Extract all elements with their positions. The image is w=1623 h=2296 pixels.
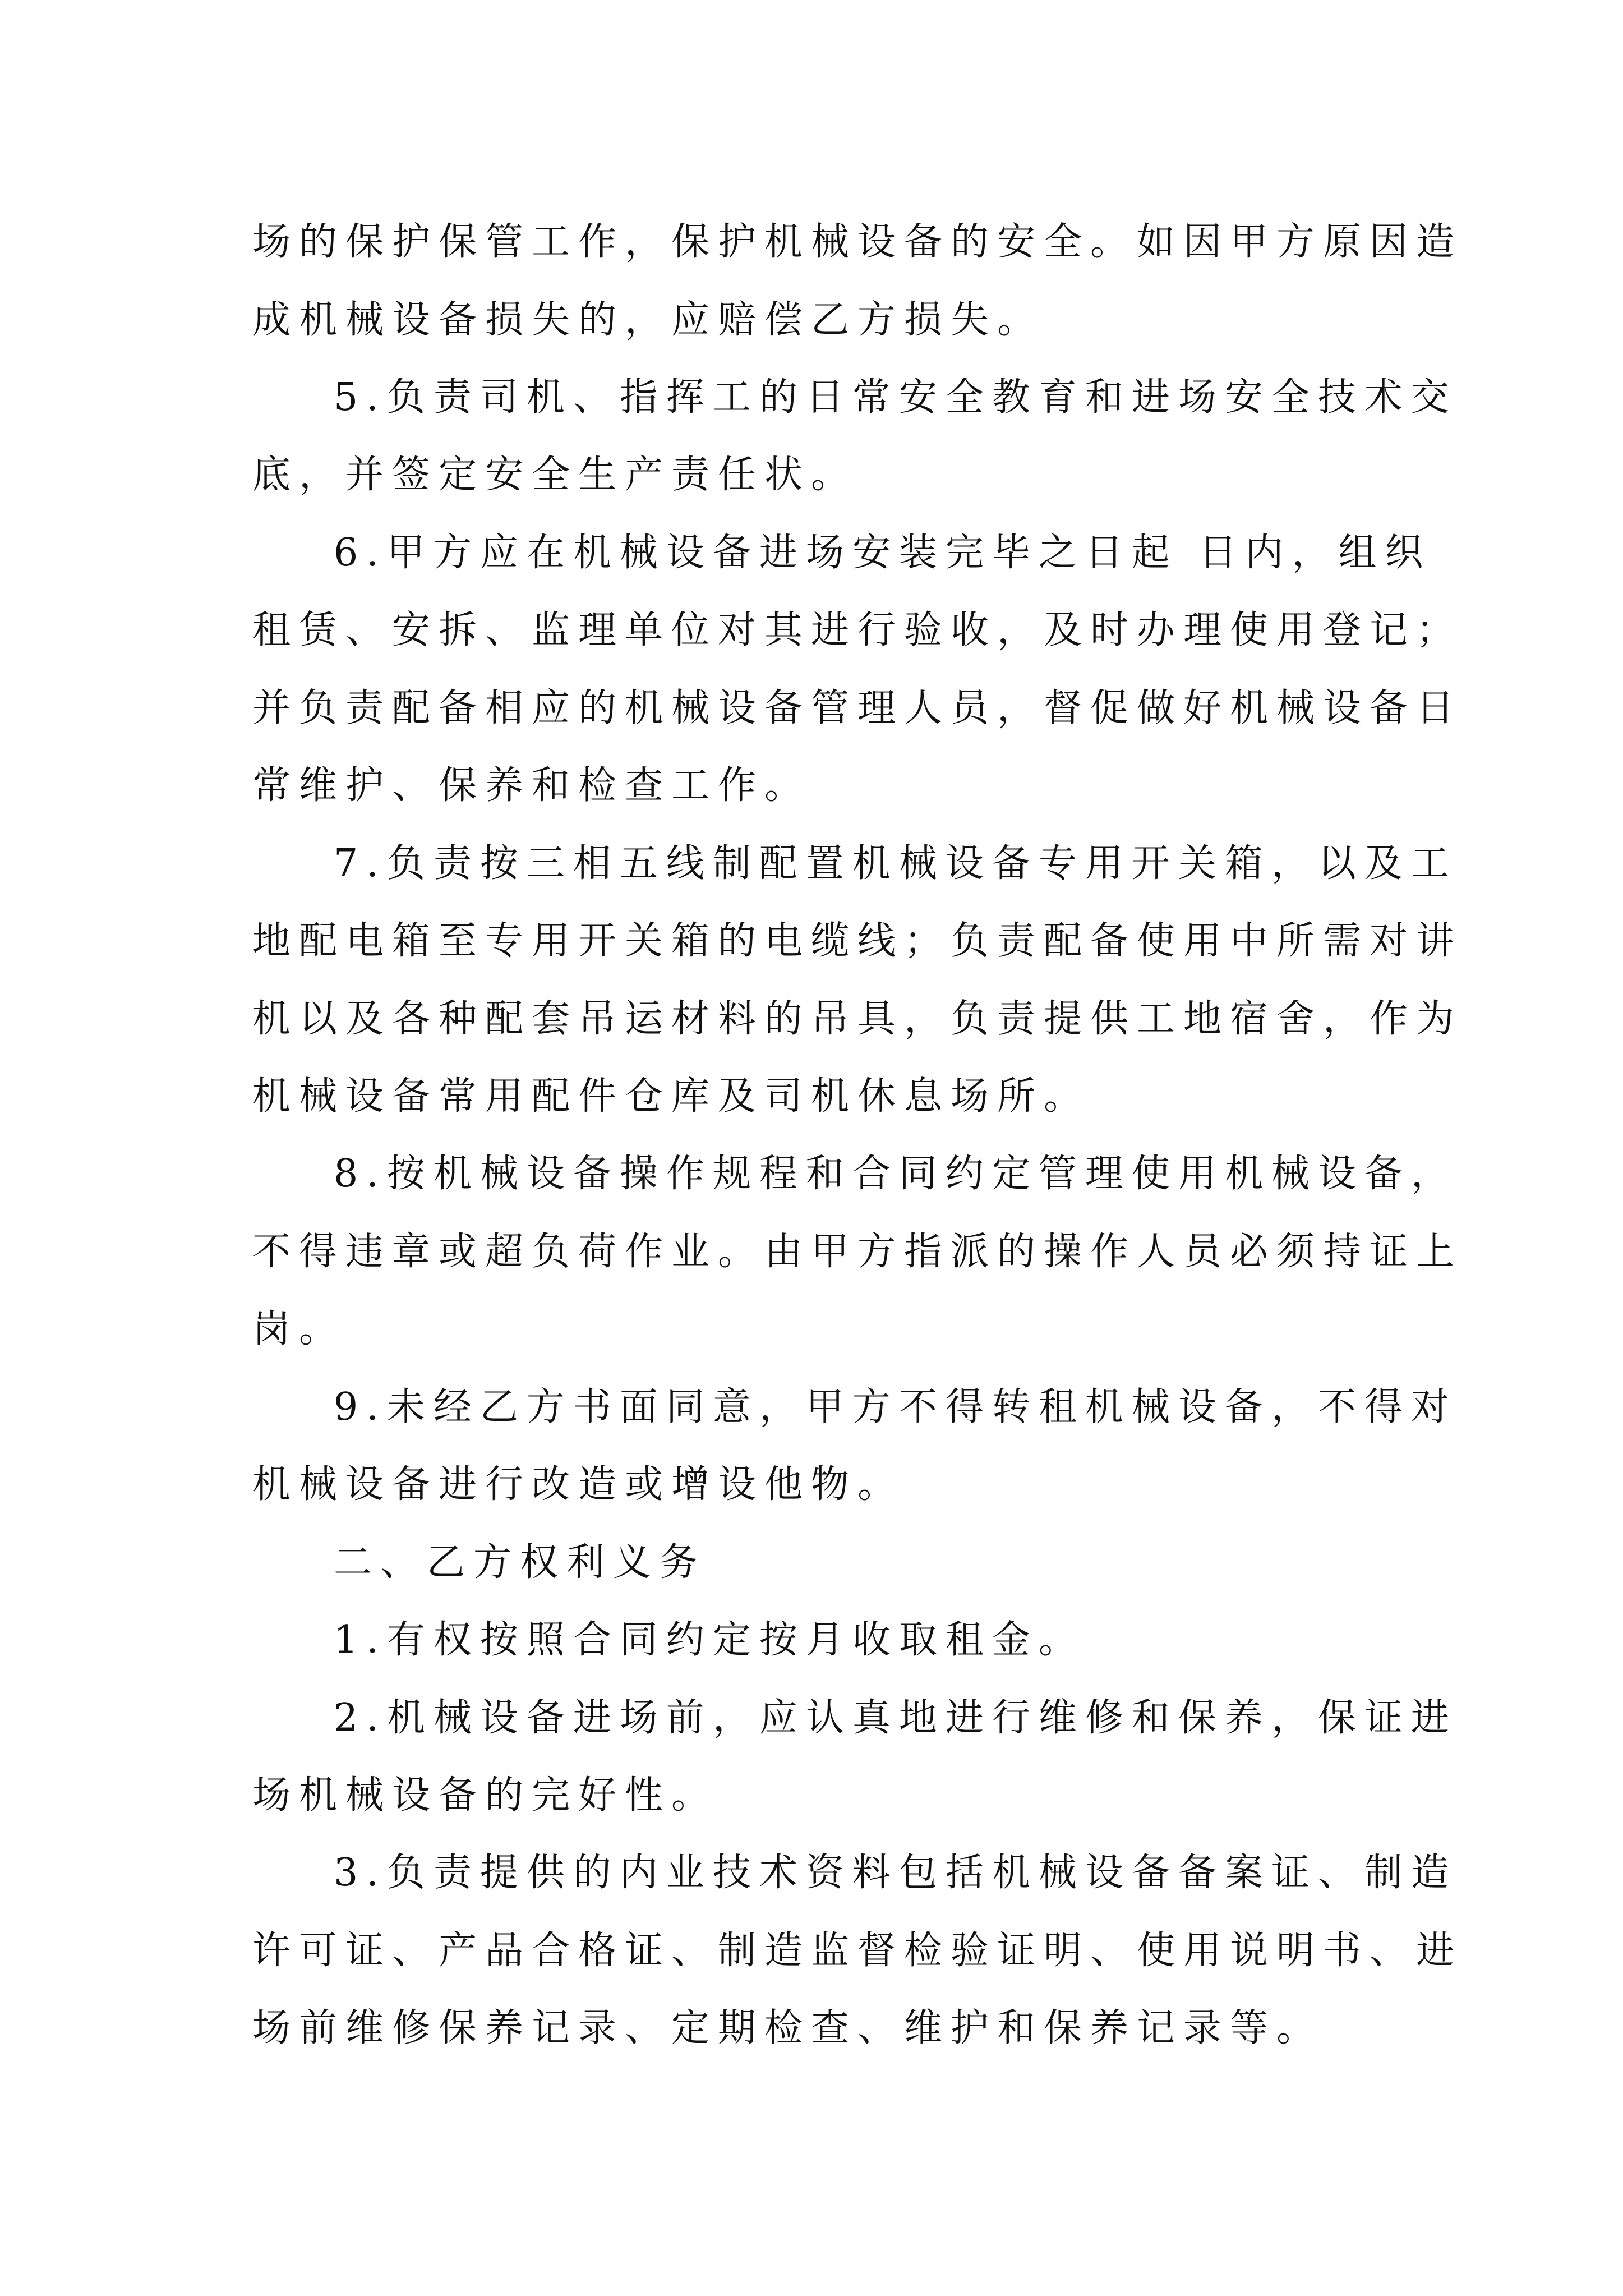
text-line: 租赁、安拆、监理单位对其进行验收，及时办理使用登记；	[252, 608, 1463, 652]
text-line: 许可证、产品合格证、制造监督检验证明、使用说明书、进	[252, 1929, 1463, 1973]
text-line: 不得违章或超负荷作业。由甲方指派的操作人员必须持证上	[252, 1230, 1463, 1274]
text-line: 机以及各种配套吊运材料的吊具，负责提供工地宿舍，作为	[252, 997, 1463, 1041]
text-line: 机械设备常用配件仓库及司机休息场所。	[252, 1074, 1091, 1119]
text-line: 6.甲方应在机械设备进场安装完毕之日起 日内，组织	[334, 531, 1432, 575]
text-line: 3.负责提供的内业技术资料包括机械设备备案证、制造	[334, 1851, 1458, 1895]
text-line: 底，并签定安全生产责任状。	[252, 453, 858, 497]
text-line: 地配电箱至专用开关箱的电缆线；负责配备使用中所需对讲	[252, 919, 1463, 963]
text-line: 并负责配备相应的机械设备管理人员，督促做好机械设备日	[252, 686, 1463, 730]
section-heading: 二、乙方权利义务	[334, 1540, 707, 1585]
text-line: 场前维修保养记录、定期检查、维护和保养记录等。	[252, 2006, 1324, 2050]
text-line: 2.机械设备进场前，应认真地进行维修和保养，保证进	[334, 1696, 1458, 1740]
text-line: 5.负责司机、指挥工的日常安全教育和进场安全技术交	[334, 375, 1458, 420]
text-line: 7.负责按三相五线制配置机械设备专用开关箱，以及工	[334, 841, 1458, 886]
text-line: 机械设备进行改造或增设他物。	[252, 1462, 905, 1507]
text-line: 8.按机械设备操作规程和合同约定管理使用机械设备，	[334, 1152, 1458, 1196]
text-line: 岗。	[252, 1307, 346, 1351]
text-line: 1.有权按照合同约定按月收取租金。	[334, 1618, 1085, 1662]
text-line: 成机械设备损失的，应赔偿乙方损失。	[252, 298, 1044, 342]
text-line: 常维护、保养和检查工作。	[252, 763, 811, 808]
text-line: 场的保护保管工作，保护机械设备的安全。如因甲方原因造	[252, 220, 1463, 264]
text-line: 9.未经乙方书面同意，甲方不得转租机械设备，不得对	[334, 1385, 1458, 1429]
text-line: 场机械设备的完好性。	[252, 1773, 718, 1818]
